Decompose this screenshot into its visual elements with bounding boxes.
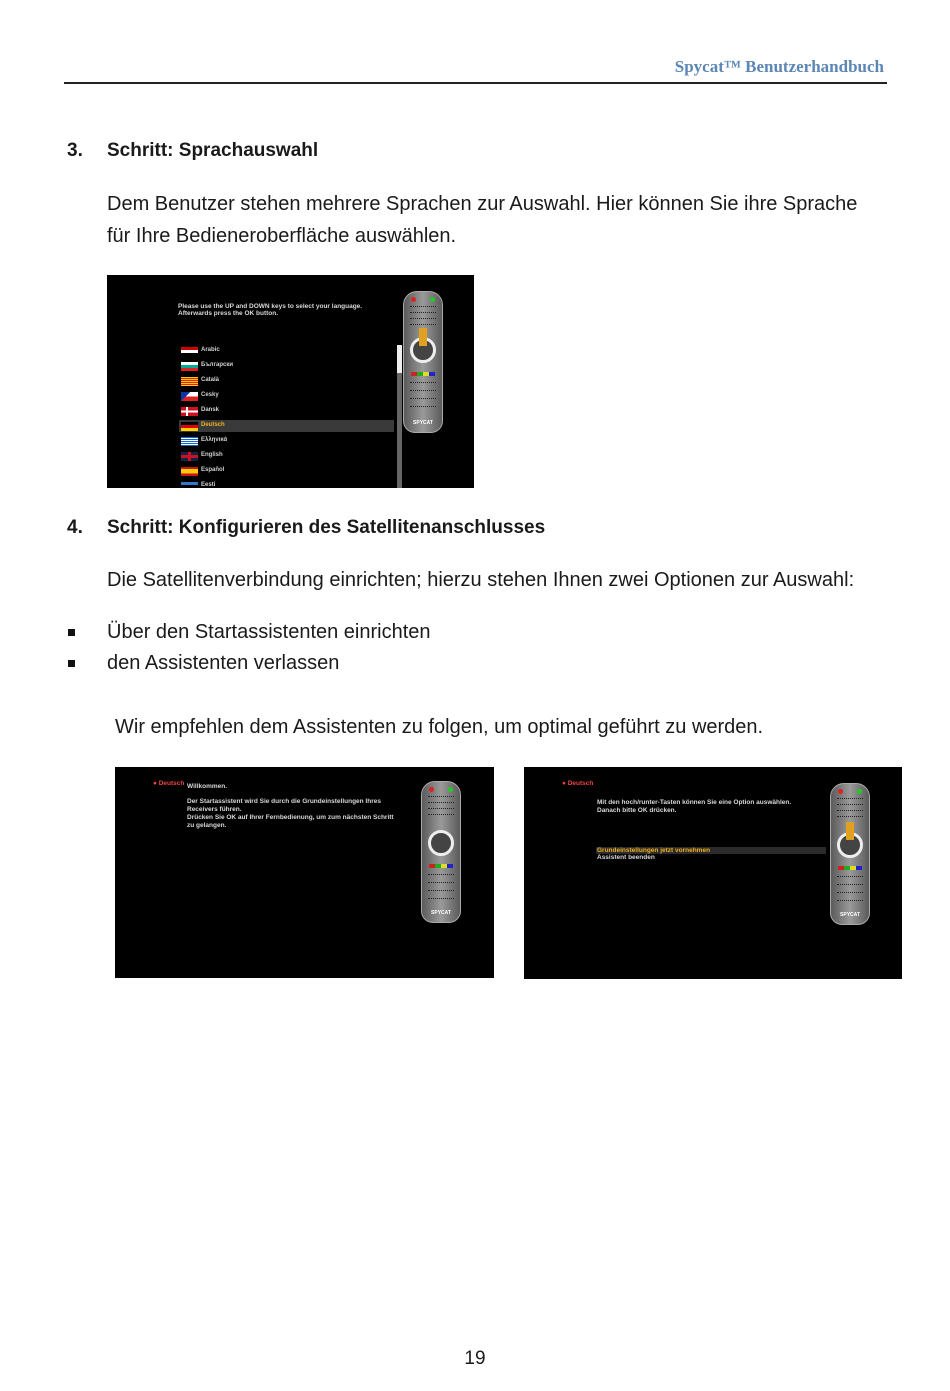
language-label: Cesky <box>201 392 219 398</box>
language-item-greek <box>179 435 394 447</box>
remote-brand: SPYCAT <box>840 912 860 918</box>
language-item-catalan <box>179 375 394 387</box>
wizard-options-screen-image <box>524 767 902 979</box>
flag-icon-spain <box>181 467 198 476</box>
wizard-welcome-screen-image <box>115 767 494 978</box>
language-screen-image <box>107 275 474 488</box>
power-button-icon <box>411 297 416 302</box>
remote-control-image <box>421 781 461 923</box>
header-title: Spycat™ Benutzerhandbuch <box>674 57 884 76</box>
language-label: Català <box>201 377 220 383</box>
bullet-text: Über den Startassistenten einrichten <box>107 621 431 643</box>
dpad-icon <box>428 830 454 856</box>
step-3-text-line-2: für Ihre Bedieneroberfläche auswählen. <box>107 225 457 247</box>
green-button-icon <box>430 297 435 302</box>
remote-control-image <box>403 291 443 433</box>
flag-icon-denmark <box>181 407 198 416</box>
remote-control-image <box>830 783 870 925</box>
option-start-setup[interactable]: Grundeinstellungen jetzt vornehmen <box>597 847 711 854</box>
language-instruction-line-2: Afterwards press the OK button. <box>178 310 279 317</box>
language-item-spanish <box>179 465 394 477</box>
welcome-line-1: Der Startassistent wird Sie durch die Grundeinstellungen Ihres <box>187 798 381 805</box>
options-instruction-line-1: Mit den hoch/runter-Tasten können Sie eine Option auswählen. <box>597 799 792 806</box>
step-3-text <box>107 188 897 252</box>
language-label: Deutsch <box>201 422 225 428</box>
language-item-bulgarian <box>179 360 394 372</box>
step-4-text: Die Satellitenverbindung einrichten; hierzu stehen Ihnen zwei Optionen zur Auswahl: <box>107 569 855 591</box>
language-item-german-selected[interactable] <box>179 420 394 432</box>
language-tag: ● Deutsch <box>562 780 594 787</box>
language-item-estonian <box>179 480 394 488</box>
page-number: 19 <box>464 1348 486 1369</box>
down-arrow-icon <box>419 328 427 346</box>
bullet-square-icon <box>68 629 75 636</box>
flag-icon-czech <box>181 392 198 401</box>
color-keys-icon <box>411 372 435 376</box>
step-4-title: Schritt: Konfigurieren des Satellitenanschlusses <box>107 517 546 538</box>
remote-brand: SPYCAT <box>431 910 451 916</box>
flag-icon-bulgaria <box>181 362 198 371</box>
bullet-square-icon <box>68 660 75 667</box>
language-label: English <box>201 452 223 458</box>
header-rule <box>64 82 887 84</box>
flag-icon-uk <box>181 452 198 461</box>
color-keys-icon <box>429 864 453 868</box>
language-item-english <box>179 450 394 462</box>
language-label: Ελληνικά <box>201 437 228 443</box>
language-item-danish <box>179 405 394 417</box>
welcome-line-3: Drücken Sie OK auf Ihrer Fernbedienung, um zum nächsten Schritt <box>187 814 394 821</box>
welcome-line-2: Receivers führen. <box>187 806 242 813</box>
step-3-text-line-1: Dem Benutzer stehen mehrere Sprachen zur Auswahl. Hier können Sie ihre Sprache <box>107 193 858 215</box>
flag-icon-estonia <box>181 482 198 488</box>
step-3-title: Schritt: Sprachauswahl <box>107 140 319 161</box>
flag-icon-catalonia <box>181 377 198 386</box>
flag-icon-egypt <box>181 347 198 356</box>
step-3-number: 3. <box>67 140 83 161</box>
flag-icon-greece <box>181 437 198 446</box>
bullet-text: den Assistenten verlassen <box>107 652 340 674</box>
color-keys-icon <box>838 866 862 870</box>
language-item-arabic <box>179 345 394 357</box>
language-scrollbar-thumb <box>397 345 402 373</box>
language-tag: ● Deutsch <box>153 780 185 787</box>
language-label: Arabic <box>201 347 220 353</box>
power-button-icon <box>838 789 843 794</box>
down-arrow-icon <box>846 822 854 840</box>
flag-icon-germany <box>181 422 198 431</box>
option-exit-wizard[interactable]: Assistent beenden <box>597 854 655 861</box>
language-label: Eesti <box>201 482 216 488</box>
language-label: Dansk <box>201 407 220 413</box>
language-item-czech <box>179 390 394 402</box>
green-button-icon <box>857 789 862 794</box>
language-label: Español <box>201 467 225 473</box>
options-instruction-line-2: Danach bitte OK drücken. <box>597 807 677 814</box>
welcome-title: Willkommen. <box>187 783 228 790</box>
green-button-icon <box>448 787 453 792</box>
recommendation-text: Wir empfehlen dem Assistenten zu folgen, um optimal geführt zu werden. <box>115 716 764 738</box>
step-4-number: 4. <box>67 517 83 538</box>
power-button-icon <box>429 787 434 792</box>
remote-brand: SPYCAT <box>413 420 433 426</box>
language-instruction-line-1: Please use the UP and DOWN keys to select your language. <box>178 303 363 310</box>
welcome-line-4: zu gelangen. <box>187 822 227 829</box>
language-label: Български <box>201 362 234 368</box>
